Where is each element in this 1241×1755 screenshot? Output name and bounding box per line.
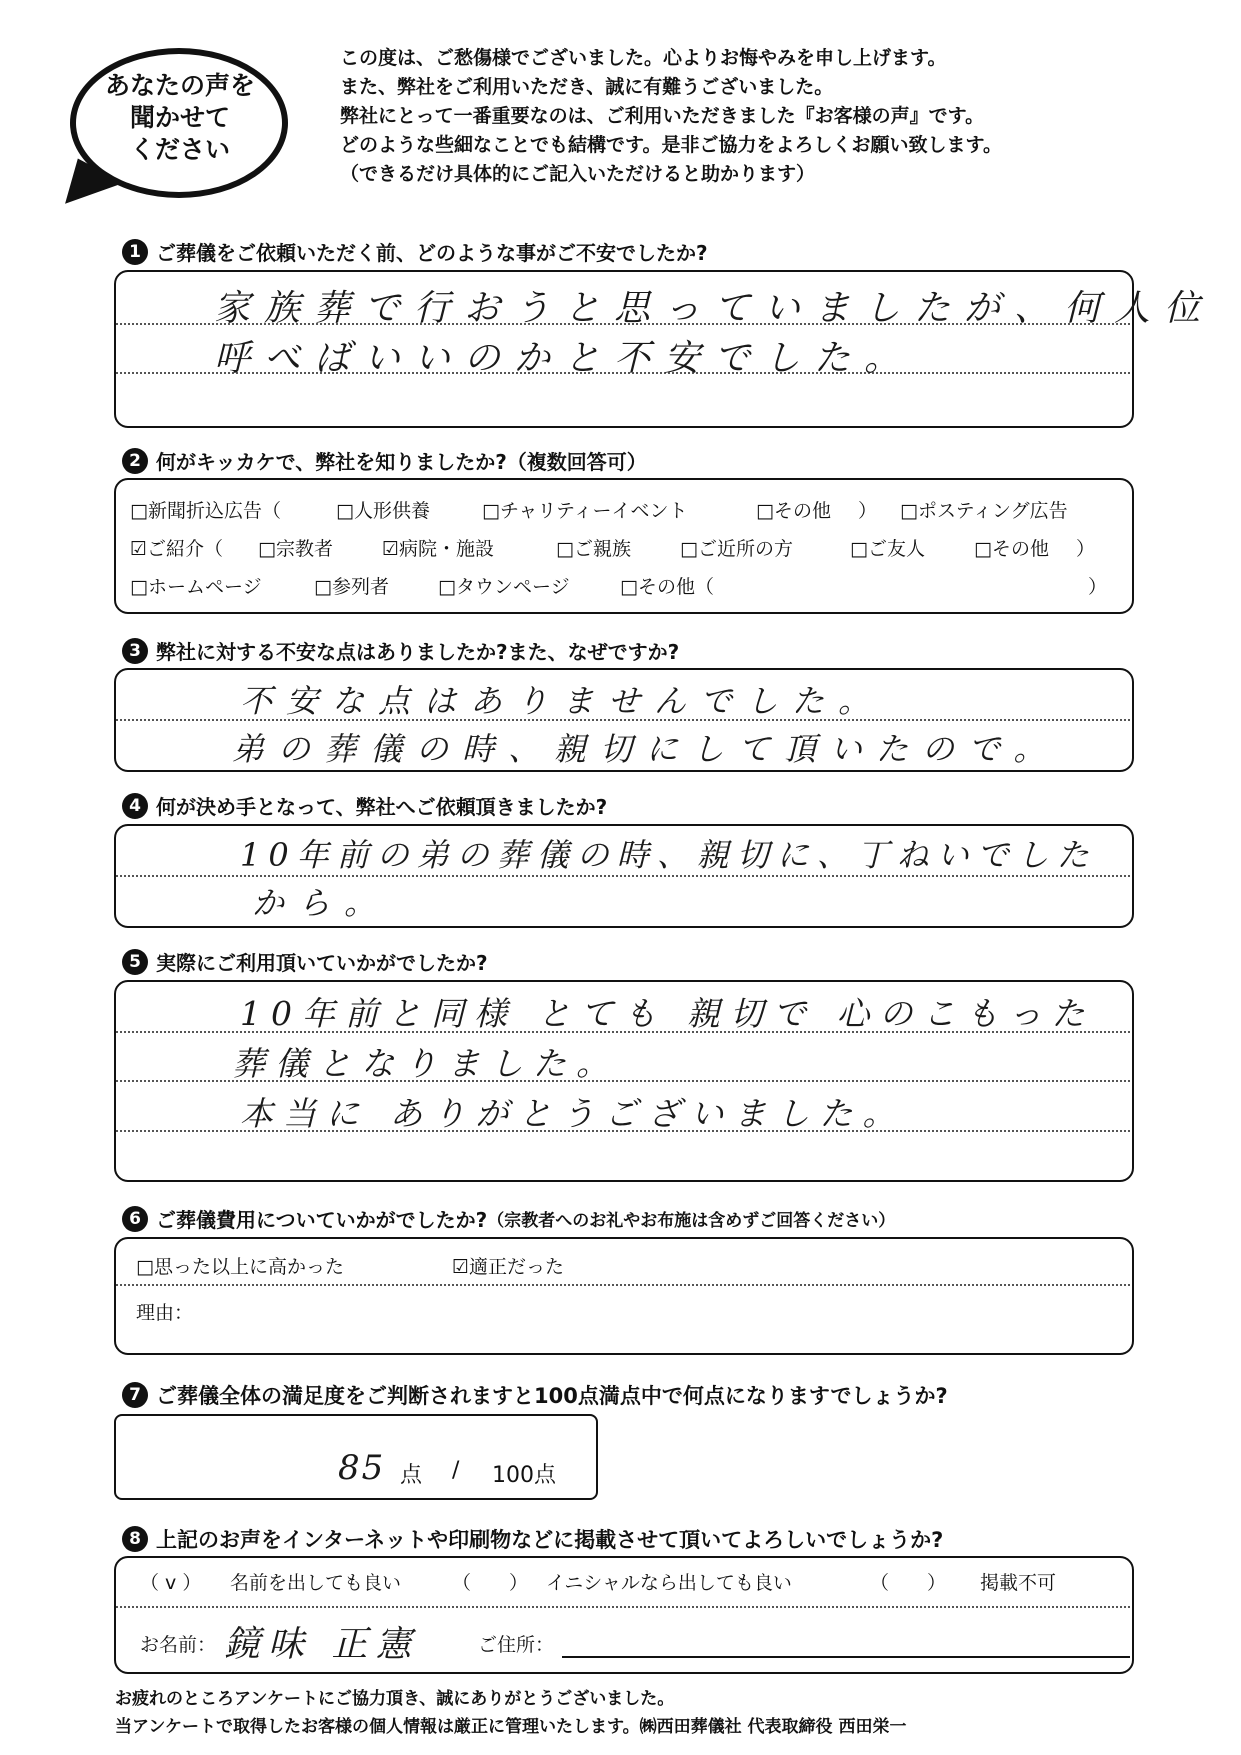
address-label: ご住所： (478, 1634, 555, 1656)
question-number-badge: 3 (122, 638, 148, 664)
question-number-badge: 5 (122, 949, 148, 975)
checkbox-homepage[interactable]: □ホームページ (130, 576, 262, 598)
checkbox-attendee[interactable]: □参列者 (314, 576, 389, 598)
checkbox-too-expensive[interactable]: □思った以上に高かった (136, 1256, 344, 1278)
question-1 (122, 237, 708, 266)
consent-initials-mark[interactable]: （ ） (452, 1572, 529, 1594)
answer-5-line-3: 本当に ありがとうございました。 (240, 1094, 906, 1133)
answer-1-line-1: 家族葬で行おうと思っていましたが、何人位 (214, 288, 1215, 329)
consent-name-label: 名前を出しても良い (230, 1572, 402, 1594)
checkbox-other-1[interactable]: □その他 (756, 500, 831, 522)
question-3-text: 弊社に対する不安な点はありましたか?また、なぜですか? (156, 640, 680, 664)
question-8 (122, 1524, 943, 1554)
bubble-title: あなたの声を 聞かせて ください (104, 71, 255, 164)
question-8-text: 上記のお声をインターネットや印刷物などに掲載させて頂いてよろしいでしょうか? (156, 1528, 944, 1552)
checkbox-posting-ad[interactable]: □ポスティング広告 (900, 500, 1068, 522)
question-5 (122, 947, 488, 976)
question-1-text: ご葬儀をご依頼いただく前、どのような事がご不安でしたか? (156, 241, 708, 265)
answer-3-line-2: 弟の葬儀の時、親切にして頂いたので。 (232, 730, 1060, 768)
answer-4-line-2: から。 (252, 884, 391, 922)
checkbox-town-page[interactable]: □タウンページ (438, 576, 570, 598)
footer-thanks: お疲れのところアンケートにご協力頂き、誠にありがとうございました。 (115, 1689, 675, 1709)
checkbox-charity-event[interactable]: □チャリティーイベント (482, 500, 688, 522)
consent-no-publish-mark[interactable]: （ ） (870, 1572, 947, 1594)
checkbox-referral[interactable]: ☑ご紹介（ (130, 538, 224, 560)
footer-privacy: 当アンケートで取得したお客様の個人情報は厳正に管理いたします。㈱西田葬儀社 代表取締役 西田栄一 (115, 1717, 907, 1737)
question-3 (122, 636, 679, 665)
question-7-text: ご葬儀全体の満足度をご判断されますと100点満点中で何点になりますでしょうか? (156, 1384, 948, 1408)
question-4 (122, 791, 607, 820)
consent-initials-label: イニシャルなら出しても良い (546, 1572, 792, 1594)
intro-message: この度は、ご愁傷様でございました。心よりお悔やみを申し上げます。 また、弊社をご利用いただき、誠に有難うございました。 弊社にとって一番重要なのは、ご利用いただきました『お客様の声』です。 どのような些細なことでも結構です。是非ご協力をよろしくお願い致します。 （できるだけ具体的にご記入いただけると助かります） (340, 47, 1002, 185)
question-number-badge: 1 (122, 239, 148, 265)
question-2-text: 何がキッカケで、弊社を知りましたか?（複数回答可） (156, 450, 647, 474)
consent-name-mark[interactable]: （ v ） (140, 1572, 202, 1594)
ruled-line (116, 1284, 1130, 1286)
question-5-text: 実際にご利用頂いていかがでしたか? (156, 951, 488, 975)
answer-3-line-1: 不安な点はありませんでした。 (240, 682, 885, 720)
paren-close: ） (1076, 538, 1096, 560)
score-max: 100点 (492, 1463, 556, 1488)
question-number-badge: 8 (122, 1526, 148, 1552)
checkbox-hospital-facility[interactable]: ☑病院・施設 (382, 538, 495, 560)
reason-label: 理由： (136, 1302, 194, 1324)
ruled-line (116, 1606, 1130, 1608)
score-value: 85 (338, 1448, 386, 1488)
question-number-badge: 2 (122, 448, 148, 474)
question-6-note: （宗教者へのお礼やお布施は含めずご回答ください） (487, 1211, 896, 1231)
checkbox-friends[interactable]: □ご友人 (850, 538, 925, 560)
answer-5-line-1: 10年前と同様 とても 親切で 心のこもった (240, 994, 1095, 1033)
paren-close: ） (858, 500, 878, 522)
checkbox-other-2[interactable]: □その他 (974, 538, 1049, 560)
checkbox-doll-memorial[interactable]: □人形供養 (336, 500, 430, 522)
score-unit: 点 (400, 1463, 423, 1488)
paren-close: ） (1088, 576, 1108, 598)
checkbox-neighbors[interactable]: □ご近所の方 (680, 538, 793, 560)
name-value: 鏡味 正憲 (224, 1624, 420, 1665)
question-number-badge: 7 (122, 1382, 148, 1408)
question-6 (122, 1204, 895, 1233)
answer-1-line-2: 呼べばいいのかと不安でした。 (214, 338, 915, 379)
checkbox-other-3[interactable]: □その他（ (620, 576, 714, 598)
checkbox-reasonable[interactable]: ☑適正だった (452, 1256, 565, 1278)
address-underline (562, 1656, 1130, 1658)
answer-4-line-1: 10年前の弟の葬儀の時、親切に、丁ねいでした (240, 836, 1097, 874)
score-slash: / (452, 1458, 460, 1483)
question-7 (122, 1380, 948, 1410)
name-label: お名前： (140, 1634, 217, 1656)
answer-5-line-2: 葬儀となりました。 (232, 1044, 619, 1083)
question-2 (122, 446, 647, 475)
checkbox-relatives[interactable]: □ご親族 (556, 538, 631, 560)
question-number-badge: 6 (122, 1206, 148, 1232)
checkbox-clergy[interactable]: □宗教者 (258, 538, 333, 560)
question-4-text: 何が決め手となって、弊社へご依頼頂きましたか? (156, 795, 608, 819)
checkbox-newspaper-insert[interactable]: □新聞折込広告（ (130, 500, 281, 522)
question-number-badge: 4 (122, 793, 148, 819)
consent-no-publish-label: 掲載不可 (980, 1572, 1057, 1594)
question-6-text: ご葬儀費用についていかがでしたか? (156, 1208, 488, 1232)
